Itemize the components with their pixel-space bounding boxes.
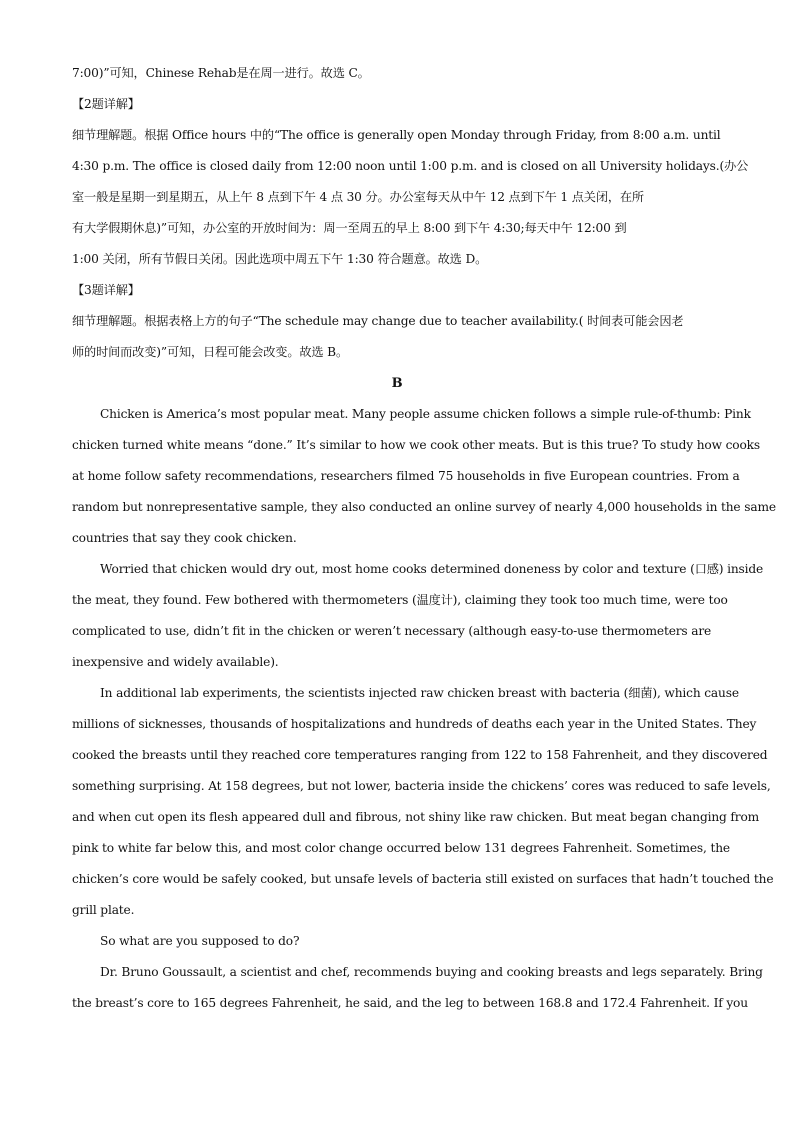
- paragraph-line: complicated to use, didn’t fit in the chicken or weren’t necessary (although easy-to-use thermometers are: [72, 624, 712, 638]
- section-b-title: B: [391, 376, 403, 391]
- paragraph-line: Worried that chicken would dry out, most home cooks determined doneness by color and texture (口感) inside: [100, 562, 764, 576]
- paragraph-1: [72, 399, 776, 554]
- paragraph-4: [72, 926, 722, 957]
- question-2-line: 细节理解题。根据 Office hours 中的“The office is generally open Monday through Friday, from 8:00 a.m. until: [72, 128, 721, 142]
- paragraph-line: countries that say they cook chicken.: [72, 531, 297, 545]
- paragraph-line: random but nonrepresentative sample, they also conducted an online survey of nearly 4,000 households in the same: [72, 500, 776, 514]
- paragraph-line: chicken’s core would be safely cooked, but unsafe levels of bacteria still existed on surfaces that hadn’t touched the: [72, 872, 774, 886]
- paragraph-line: pink to white far below this, and most color change occurred below 131 degrees Fahrenheit. Sometimes, the: [72, 841, 730, 855]
- paragraph-line: inexpensive and widely available).: [72, 655, 279, 669]
- answer-explanation-line: 7:00)”可知，Chinese Rehab是在周一进行。故选 C。: [72, 66, 370, 80]
- question-3-line: 师的时间而改变)”可知，日程可能会改变。故选 B。: [72, 345, 349, 359]
- paragraph-line: grill plate.: [72, 903, 135, 917]
- paragraph-line: and when cut open its flesh appeared dull and fibrous, not shiny like raw chicken. But meat began changing from: [72, 810, 760, 824]
- paragraph-line: Chicken is America’s most popular meat. Many people assume chicken follows a simple rule-of-thumb: Pink: [100, 407, 751, 421]
- paragraph-line: So what are you supposed to do?: [100, 934, 300, 948]
- paragraph-line: cooked the breasts until they reached core temperatures ranging from 122 to 158 Fahrenheit, and they discovered: [72, 748, 768, 762]
- paragraph-line: something surprising. At 158 degrees, but not lower, bacteria inside the chickens’ cores was reduced to safe levels,: [72, 779, 771, 793]
- question-2-line: 有大学假期休息)”可知，办公室的开放时间为：周一至周五的早上 8:00 到下午 4:30;每天中午 12:00 到: [72, 221, 627, 235]
- question-2-line: 室一般是星期一到星期五，从上午 8 点到下午 4 点 30 分。办公室每天从中午 12 点到下午 1 点关闭，在所: [72, 190, 644, 204]
- question-2-line: 1:00 关闭，所有节假日关闭。因此选项中周五下午 1:30 符合题意。故选 D。: [72, 252, 488, 266]
- paragraph-3: [72, 678, 774, 926]
- paragraph-line: millions of sicknesses, thousands of hospitalizations and hundreds of deaths each year in the United States. They: [72, 717, 757, 731]
- paragraph-line: Dr. Bruno Goussault, a scientist and chef, recommends buying and cooking breasts and legs separately. Bring: [100, 965, 763, 979]
- paragraph-line: In additional lab experiments, the scientists injected raw chicken breast with bacteria (细菌), which cause: [100, 686, 739, 700]
- paragraph-2: [72, 554, 764, 678]
- paragraph-line: chicken turned white means “done.” It’s similar to how we cook other meats. But is this true? To study how cooks: [72, 438, 760, 452]
- question-2-heading: 【2题详解】: [72, 97, 140, 111]
- paragraph-line: at home follow safety recommendations, researchers filmed 75 households in five European countries. From a: [72, 469, 740, 483]
- paragraph-line: the breast’s core to 165 degrees Fahrenheit, he said, and the leg to between 168.8 and 172.4 Fahrenheit. If you: [72, 996, 748, 1010]
- question-2-line: 4:30 p.m. The office is closed daily from 12:00 noon until 1:00 p.m. and is closed on all University holidays.(办公: [72, 159, 749, 173]
- question-3-heading: 【3题详解】: [72, 283, 140, 297]
- document-page: [72, 58, 776, 1019]
- paragraph-5: [72, 957, 763, 1019]
- paragraph-line: the meat, they found. Few bothered with thermometers (温度计), claiming they took too much time, were too: [72, 593, 728, 607]
- question-3-line: 细节理解题。根据表格上方的句子“The schedule may change due to teacher availability.( 时间表可能会因老: [72, 314, 684, 328]
